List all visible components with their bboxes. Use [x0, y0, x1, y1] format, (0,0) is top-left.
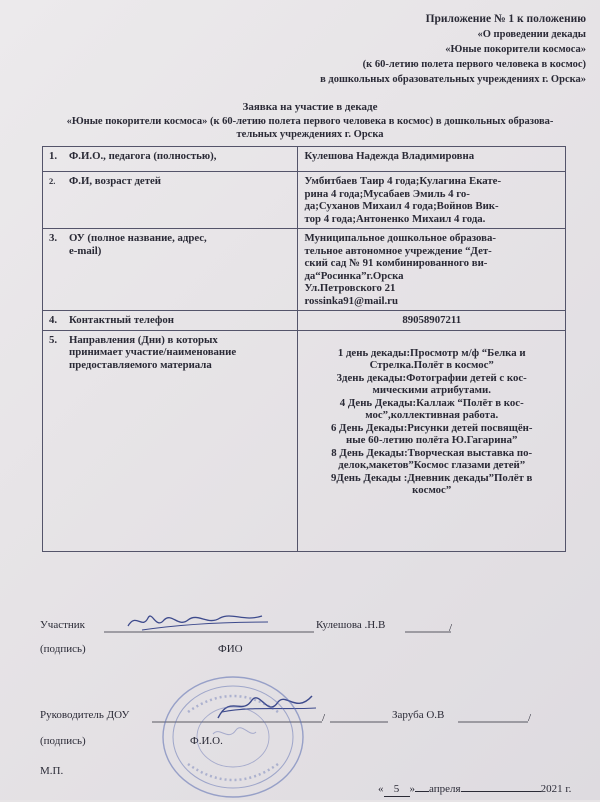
row-label-text: предоставляемого материала — [69, 358, 212, 371]
row-label — [43, 147, 298, 172]
value-line: да;Суханов Михаил 4 года;Войнов Вик- — [304, 200, 499, 212]
value-line: ные 60-летию полёта Ю.Гагарина” — [346, 434, 518, 446]
value-line: мическими атрибутами. — [372, 384, 491, 396]
date-close-quote: » — [409, 783, 415, 795]
participant-sign-caption: (подпись) — [40, 643, 86, 655]
value-line: Стрелка.Полёт в космос” — [369, 359, 494, 371]
date-line — [378, 782, 571, 797]
row-number: 5. — [49, 333, 58, 346]
row-label-text: Ф.И, возраст детей — [69, 175, 162, 187]
table-row — [43, 229, 566, 311]
date-day: 5 — [384, 782, 410, 797]
date-year: 2021 г. — [540, 783, 572, 795]
value-line: Ул.Петровского 21 — [304, 282, 396, 294]
value-line: тор 4 года;Антоненко Михаил 4 года. — [304, 212, 486, 225]
appendix-line-2: «О проведении декады — [477, 29, 586, 40]
date-open-quote: « — [378, 783, 384, 795]
value-line: да“Росинка”г.Орска — [304, 269, 404, 282]
head-label: Руководитель ДОУ — [40, 709, 130, 721]
head-name-line — [458, 710, 538, 724]
value-line: 89058907211 — [402, 314, 462, 326]
participant-fio-caption: ФИО — [218, 643, 243, 655]
value-line: 8 День Декады:Творческая выставка по- — [331, 446, 533, 459]
value-line: рина 4 года;Мусабаев Эмиль 4 го- — [304, 187, 470, 200]
svg-text:/: / — [449, 622, 453, 634]
table-row — [43, 330, 566, 551]
appendix-line-3: «Юные покорители космоса» — [445, 44, 586, 55]
value-line: Муниципальное дошкольное образова- — [304, 232, 496, 244]
title-main: Заявка на участие в декаде — [242, 101, 378, 113]
value-line: тельное автономное учреждение “Дет- — [304, 244, 492, 257]
value-line: 1 день декады:Просмотр м/ф “Белка и — [337, 346, 526, 359]
row-value — [298, 172, 566, 229]
table-row — [43, 311, 566, 331]
date-month: апреля — [429, 783, 461, 795]
appendix-line-4: (к 60-летию полета первого человека в космос) — [362, 59, 586, 70]
title-line-3: тельных учреждениях г. Орска — [236, 129, 384, 140]
svg-text:/: / — [322, 712, 326, 724]
row-value — [298, 229, 566, 311]
row-label-text: Ф.И.О., педагога (полностью), — [69, 150, 217, 162]
value-line: 3день декады:Фотографии детей с кос- — [336, 371, 527, 384]
row-label-text: e-mail) — [69, 244, 102, 257]
appendix-line-5: в дошкольных образовательных учреждениях г. Орска» — [320, 74, 586, 85]
row-value — [298, 147, 566, 172]
row-label-text: 5. Направления (Дни) в которых — [49, 333, 218, 346]
head-name: Заруба О.В — [392, 709, 445, 721]
value-line: rossinka91@mail.ru — [304, 294, 398, 307]
title-line-2: «Юные покорители космоса» (к 60-летию полета первого человека в космос) в дошкольных образова- — [66, 115, 554, 127]
row-label — [43, 311, 298, 331]
row-label — [43, 229, 298, 311]
table-row — [43, 172, 566, 229]
row-number: 1. — [49, 150, 58, 162]
organization-stamp — [158, 672, 308, 802]
row-number: 2. — [49, 176, 56, 186]
value-line: Умбитбаев Таир 4 года;Кулагина Екате- — [304, 175, 502, 187]
row-label — [43, 330, 298, 551]
row-number: 3. — [49, 232, 58, 244]
head-sign-caption: (подпись) — [40, 735, 86, 747]
value-line: космос” — [412, 484, 452, 496]
value-line: делок,макетов”Космос глазами детей” — [338, 459, 526, 471]
participant-name: Кулешова .Н.В — [316, 619, 386, 631]
participant-name-line — [405, 620, 457, 634]
value-line: ский сад № 91 комбинированного ви- — [304, 257, 488, 269]
row-label — [43, 172, 298, 229]
row-value — [298, 311, 566, 331]
participant-signature-scribble — [122, 608, 272, 636]
document-title — [40, 101, 580, 142]
row-label-text: принимает участие/наименование — [69, 346, 237, 358]
row-label-text: Контактный телефон — [69, 314, 175, 326]
svg-text:/: / — [528, 712, 532, 724]
head-fio-caption: Ф.И.О. — [190, 735, 223, 747]
application-table — [42, 146, 566, 552]
row-label-text: ОУ (полное название, адрес, — [69, 232, 207, 244]
participant-label: Участник — [40, 619, 86, 631]
value-line: 9День Декады :Дневник декады”Полёт в — [331, 471, 533, 484]
table-row — [43, 147, 566, 172]
value-line: 4 День Декады:Каллаж “Полёт в кос- — [339, 396, 524, 409]
appendix-line-1: Приложение № 1 к положению — [425, 13, 586, 25]
appendix-header — [256, 12, 586, 87]
row-value — [298, 330, 566, 551]
value-line: 6 День Декады:Рисунки детей посвящён- — [330, 421, 533, 434]
value-line: мос”,коллективная работа. — [365, 409, 499, 421]
row-number: 4. — [49, 314, 58, 326]
stamp-place-label: М.П. — [40, 765, 64, 777]
value-line: Кулешова Надежда Владимировна — [304, 150, 475, 162]
